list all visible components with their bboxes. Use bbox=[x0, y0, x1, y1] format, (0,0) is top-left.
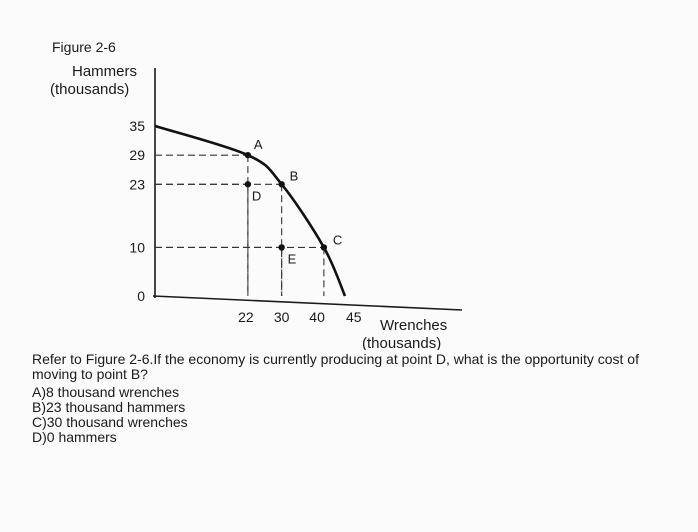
answer-option-a[interactable]: A)8 thousand wrenches bbox=[32, 384, 180, 400]
x-tick-label: 30 bbox=[273, 309, 290, 325]
answer-option-c[interactable]: C)30 thousand wrenches bbox=[32, 414, 188, 430]
point-a bbox=[245, 152, 251, 158]
x-axis-label-line-1: Wrenches bbox=[380, 317, 448, 334]
question-block bbox=[32, 352, 672, 445]
y-axis-label-line-2: (thousands) bbox=[50, 81, 130, 98]
answer-option-b[interactable]: B)23 thousand hammers bbox=[32, 399, 186, 415]
point-label-c: C bbox=[332, 232, 343, 248]
point-label-a: A bbox=[253, 137, 263, 153]
question-text: Refer to Figure 2-6.If the economy is currently producing at point D, what is the opportunity cost of moving to point B? bbox=[32, 351, 639, 382]
ppf-curve bbox=[155, 126, 345, 296]
x-tick-label: 40 bbox=[309, 309, 325, 325]
y-axis-label-line-1: Hammers bbox=[72, 63, 138, 80]
point-label-e: E bbox=[287, 251, 297, 267]
x-axis-label-line-2: (thousands) bbox=[362, 335, 442, 350]
point-e bbox=[278, 244, 284, 250]
point-d bbox=[245, 181, 251, 187]
y-tick-label: 0 bbox=[137, 288, 145, 304]
x-tick-label: 45 bbox=[346, 309, 362, 325]
figure-label: Figure 2-6 bbox=[52, 39, 116, 55]
y-tick-label: 35 bbox=[129, 118, 145, 134]
x-tick-label: 22 bbox=[238, 309, 254, 325]
point-c bbox=[321, 244, 327, 250]
y-tick-label: 23 bbox=[129, 176, 145, 193]
y-tick-label: 10 bbox=[129, 239, 145, 256]
x-axis-line bbox=[153, 296, 462, 310]
plot-area bbox=[129, 68, 462, 325]
answer-option-d[interactable]: D)0 hammers bbox=[32, 429, 117, 445]
y-tick-label: 29 bbox=[129, 147, 145, 164]
point-b bbox=[278, 181, 284, 187]
point-label-d: D bbox=[251, 188, 262, 204]
answer-list bbox=[32, 385, 672, 445]
point-label-b: B bbox=[289, 168, 299, 184]
